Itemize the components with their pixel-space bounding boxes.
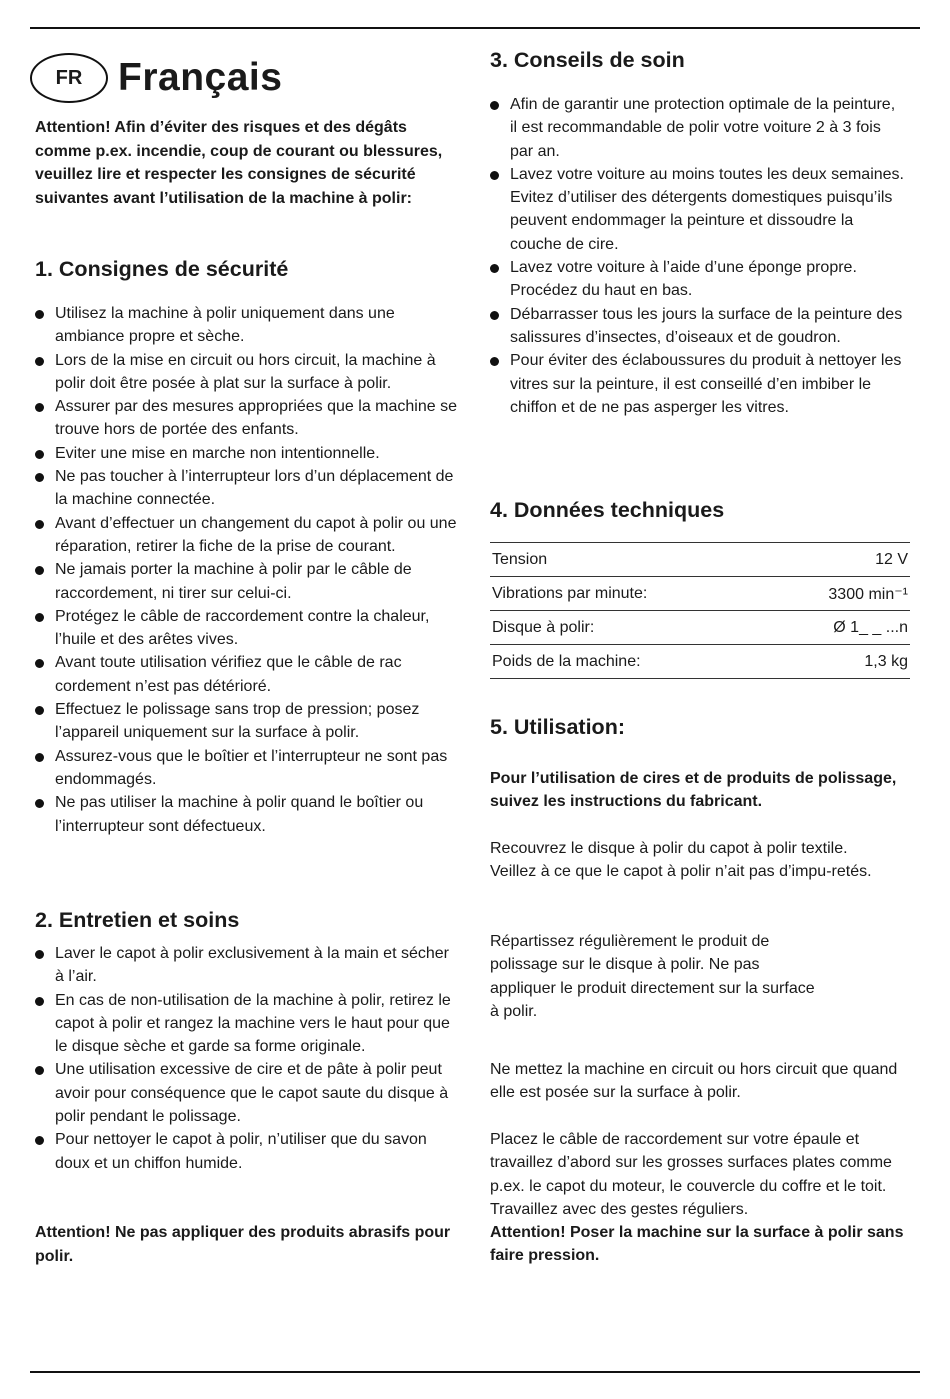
section1-title: 1. Consignes de sécurité bbox=[35, 257, 289, 281]
section1-list bbox=[35, 302, 460, 838]
section2-title: 2. Entretien et soins bbox=[35, 908, 240, 932]
technical-data-table bbox=[490, 542, 910, 679]
table-row bbox=[490, 577, 910, 611]
top-rule bbox=[30, 27, 920, 29]
list-item: Effectuez le polissage sans trop de pression; posez l’appareil uniquement sur la surface à polir. bbox=[35, 698, 460, 745]
list-item: Protégez le câble de raccordement contre la chaleur, l’huile et des arêtes vives. bbox=[35, 605, 460, 652]
section2-warning: Attention! Ne pas appliquer des produits abrasifs pour polir. bbox=[35, 1224, 451, 1265]
list-item: Ne pas toucher à l’interrupteur lors d’un déplacement de la machine connectée. bbox=[35, 465, 460, 512]
intro-warning: Attention! Afin d’éviter des risques et des dégâts comme p.ex. incendie, coup de courant ou blessures, veuillez lire et respecter les consignes de sécurité suivantes avant l’utilisation de la machine à polir: bbox=[35, 119, 443, 207]
table-row bbox=[490, 611, 910, 645]
list-item: Ne pas utiliser la machine à polir quand le boîtier ou l’interrupteur sont défectueux. bbox=[35, 791, 460, 838]
row-value: 1,3 kg bbox=[765, 645, 910, 679]
list-item: Eviter une mise en marche non intentionnelle. bbox=[35, 442, 460, 465]
list-item: Lors de la mise en circuit ou hors circuit, la machine à polir doit être posée à plat sur la surface à polir. bbox=[35, 349, 460, 396]
list-item: Lavez votre voiture au moins toutes les deux semaines. Evitez d’utiliser des détergents domestiques puisqu’ils peuvent endommager la peinture et dissoudre la couche de cire. bbox=[490, 163, 905, 256]
list-item: Assurez-vous que le boîtier et l’interrupteur ne sont pas endommagés. bbox=[35, 745, 460, 792]
list-item: Avant toute utilisation vérifiez que le câble de rac cordement n’est pas détérioré. bbox=[35, 651, 460, 698]
section5-paragraph-4: Placez le câble de raccordement sur votre épaule et travaillez d’abord sur les grosses surfaces plates comme p.ex. le capot du moteur, le couvercle du coffre et le toit. Travaillez avec des gestes réguliers. bbox=[490, 1131, 892, 1218]
list-item: Avant d’effectuer un changement du capot à polir ou une réparation, retirer la fiche de la prise de courant. bbox=[35, 512, 460, 559]
section3-list bbox=[490, 93, 905, 419]
section5-warning: Attention! Poser la machine sur la surface à polir sans faire pression. bbox=[490, 1224, 904, 1265]
table-row bbox=[490, 645, 910, 679]
row-value: 12 V bbox=[765, 543, 910, 577]
language-code-badge: FR bbox=[30, 53, 108, 103]
list-item: Débarrasser tous les jours la surface de la peinture des salissures d’insectes, d’oiseaux et de goudron. bbox=[490, 303, 905, 350]
row-value: 3300 min⁻¹ bbox=[765, 577, 910, 611]
section5-title: 5. Utilisation: bbox=[490, 715, 625, 739]
row-label: Poids de la machine: bbox=[490, 645, 765, 679]
bottom-rule bbox=[30, 1371, 920, 1373]
language-title: Français bbox=[118, 56, 283, 99]
section5-paragraph-2: Répartissez régulièrement le produit de polissage sur le disque à polir. Ne pas appliquer le produit directement sur la surface à polir. bbox=[490, 933, 815, 1020]
section5-intro: Pour l’utilisation de cires et de produits de polissage, suivez les instructions du fabricant. bbox=[490, 770, 897, 811]
list-item: Pour éviter des éclaboussures du produit à nettoyer les vitres sur la peinture, il est conseillé d’en imbiber le chiffon et de ne pas asperger les vitres. bbox=[490, 349, 905, 419]
list-item: Ne jamais porter la machine à polir par le câble de raccordement, ni tirer sur celui-ci. bbox=[35, 558, 460, 605]
list-item: Afin de garantir une protection optimale de la peinture, il est recommandable de polir votre voiture 2 à 3 fois par an. bbox=[490, 93, 905, 163]
list-item: En cas de non-utilisation de la machine à polir, retirez le capot à polir et rangez la machine vers le haut pour que le disque sèche et garde sa forme originale. bbox=[35, 989, 460, 1059]
list-item: Laver le capot à polir exclusivement à la main et sécher à l’air. bbox=[35, 942, 460, 989]
section3-title: 3. Conseils de soin bbox=[490, 48, 685, 72]
row-label: Vibrations par minute: bbox=[490, 577, 765, 611]
table-row bbox=[490, 543, 910, 577]
section4-title: 4. Données techniques bbox=[490, 498, 725, 522]
section5-paragraph-1: Recouvrez le disque à polir du capot à polir textile. Veillez à ce que le capot à polir n’ait pas d’impu-retés. bbox=[490, 840, 872, 881]
language-header bbox=[35, 48, 282, 108]
list-item: Assurer par des mesures appropriées que la machine se trouve hors de portée des enfants. bbox=[35, 395, 460, 442]
section2-list bbox=[35, 942, 460, 1175]
list-item: Utilisez la machine à polir uniquement dans une ambiance propre et sèche. bbox=[35, 302, 460, 349]
section5-paragraph-3: Ne mettez la machine en circuit ou hors circuit que quand elle est posée sur la surface à polir. bbox=[490, 1061, 898, 1102]
row-label: Disque à polir: bbox=[490, 611, 765, 645]
row-value: Ø 1_ _ ...n bbox=[765, 611, 910, 645]
list-item: Une utilisation excessive de cire et de pâte à polir peut avoir pour conséquence que le capot saute du disque à polir pendant le polissage. bbox=[35, 1058, 460, 1128]
list-item: Pour nettoyer le capot à polir, n’utiliser que du savon doux et un chiffon humide. bbox=[35, 1128, 460, 1175]
row-label: Tension bbox=[490, 543, 765, 577]
list-item: Lavez votre voiture à l’aide d’une éponge propre. Procédez du haut en bas. bbox=[490, 256, 905, 303]
